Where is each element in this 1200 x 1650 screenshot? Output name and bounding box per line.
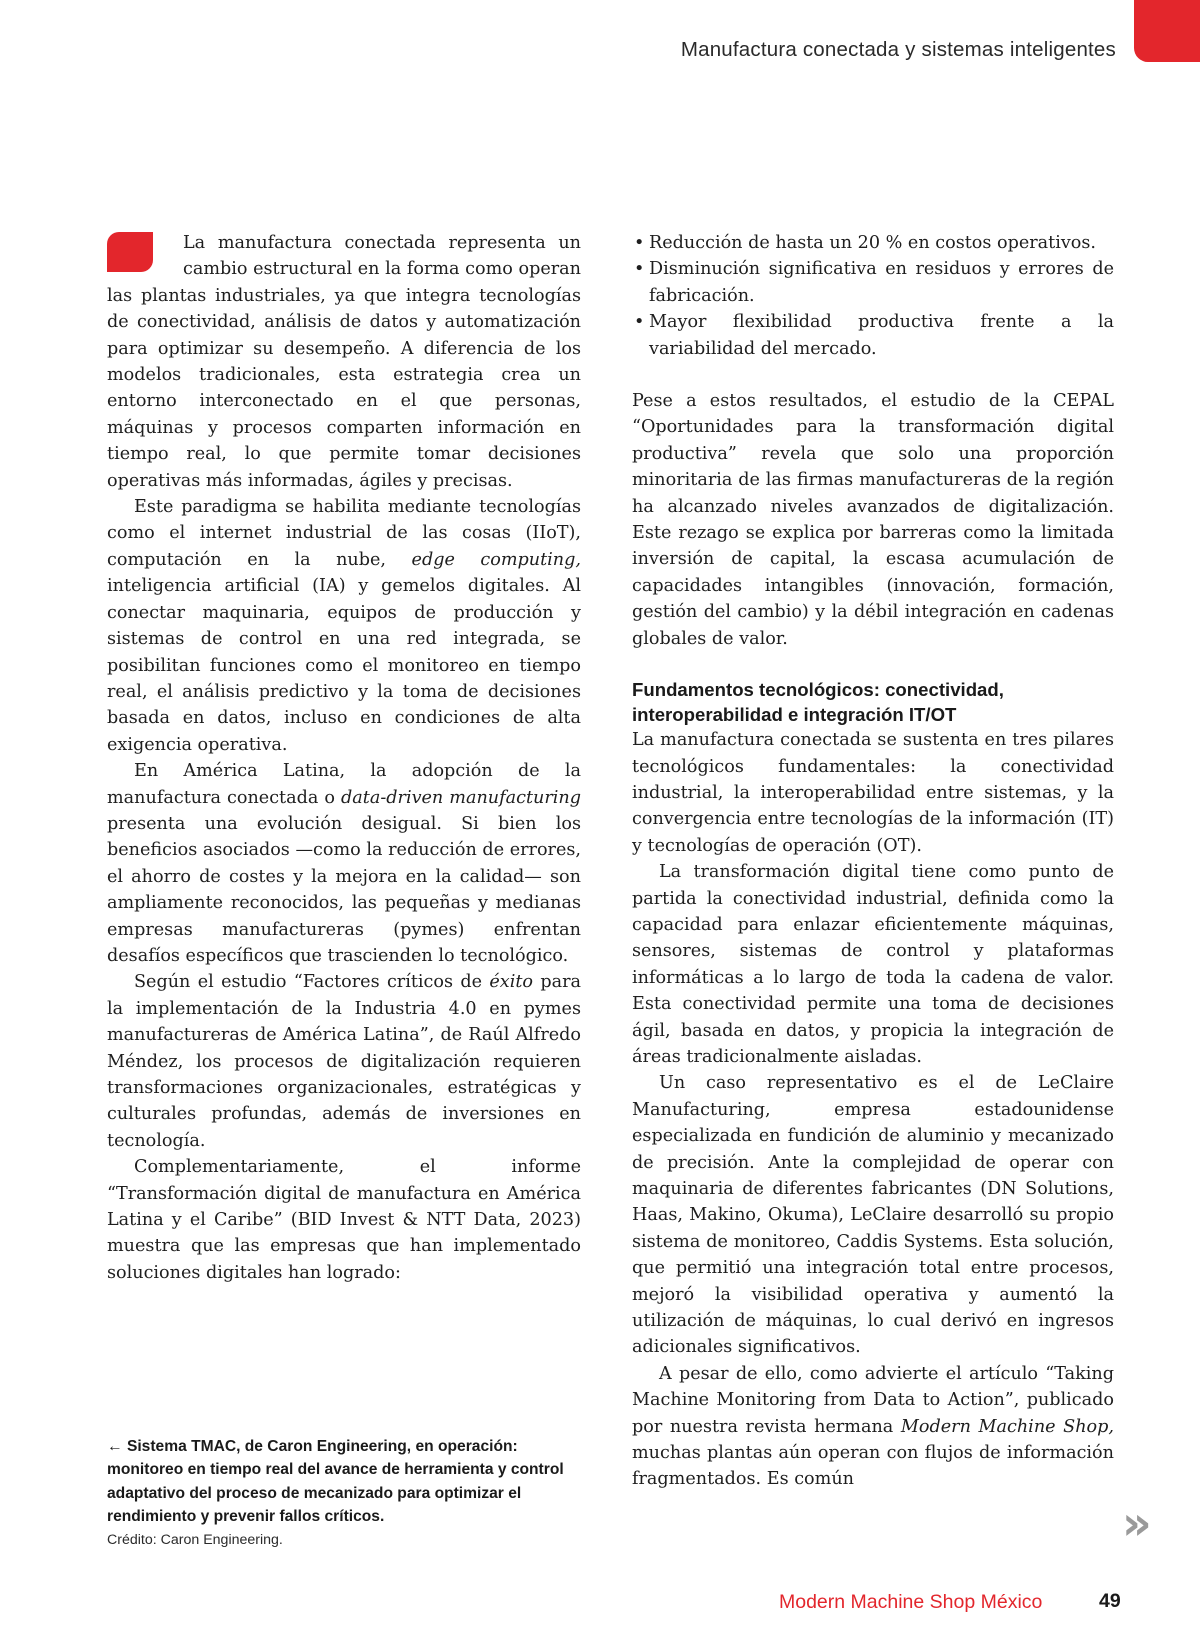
paragraph-text: presenta una evolución desigual. Si bien los beneficios asociados —como la reducción de errores, el ahorro de costes y la mejora en la calidad— son ampliamente reconocidos, las pequeñas y medianas empresas manufactureras (pymes) enfrentan desafíos específicos que trascienden lo tecnológico. [107, 813, 581, 966]
list-item-text: Mayor flexibilidad productiva frente a la variabilidad del mercado. [649, 312, 1114, 359]
paragraph-text: para la implementación de la Industria 4.0 en pymes manufactureras de América Latina”, de Raúl Alfredo Méndez, los procesos de digitalización requieren transformaciones organizacionales, estratégicas y culturales profundas, además de inversiones en tecnología. [107, 972, 581, 1151]
spacer [632, 362, 1114, 388]
list-item [632, 309, 1114, 362]
results-list [632, 230, 1114, 362]
paragraph-italic: Modern Machine Shop, [900, 1416, 1114, 1437]
caption-main: Sistema TMAC, de Caron Engineering, en operación: monitoreo en tiempo real del avance de herramienta y control adaptativo del proceso de mecanizado para optimizar el rendimiento y prevenir fallos críticos. [107, 1438, 564, 1526]
running-header: Manufactura conectada y sistemas inteligentes [680, 38, 1116, 61]
intro-paragraph: La manufactura conectada representa un cambio estructural en la forma como operan las plantas industriales, ya que integra tecnologías de conectividad, análisis de datos y automatización para optimizar su desempeño. A diferencia de los modelos tradicionales, esta estrategia crea un entorno interconectado en el que personas, máquinas y procesos comparten información en tiempo real, lo que permite tomar decisiones operativas más informadas, ágiles y precisas. [107, 233, 581, 491]
bullet-icon: • [634, 259, 645, 280]
paragraph-italic: éxito [489, 972, 533, 993]
bullet-icon: • [634, 312, 645, 333]
image-caption [107, 1435, 577, 1552]
list-item [632, 230, 1114, 256]
paragraph-study [107, 969, 581, 1154]
paragraph-pillars: La manufactura conectada se sustenta en tres pilares tecnológicos fundamentales: la conectividad industrial, la interoperabilidad entre sistemas, y la convergencia entre tecnologías de la información (IT) y tecnologías de operación (OT). [632, 730, 1114, 856]
paragraph-technologies [107, 494, 581, 758]
list-item [632, 256, 1114, 309]
spacer [632, 652, 1114, 678]
paragraph-cepal: Pese a estos resultados, el estudio de la CEPAL “Oportunidades para la transformación digital productiva” revela que solo una proporción minoritaria de las firmas manufactureras de la región ha alcanzado niveles avanzados de digitalización. Este rezago se explica por barreras como la limitada inversión de capital, la escasa acumulación de capacidades intangibles (innovación, formación, gestión del cambio) y la débil integración en cadenas globales de valor. [632, 391, 1114, 649]
paragraph-connectivity: La transformación digital tiene como punto de partida la conectividad industrial, definida como la capacidad para enlazar eficientemente máquinas, sensores, sistemas de control y plataformas informáticas a lo largo de toda la cadena de valor. Esta conectividad permite una toma de decisiones ágil, basada en datos, y propicia la integración de áreas tradicionalmente aisladas. [632, 862, 1114, 1067]
right-column [632, 230, 1114, 1493]
corner-tab [1134, 0, 1200, 62]
paragraph-leclaire: Un caso representativo es el de LeClaire Manufacturing, empresa estadounidense especializada en fundición de aluminio y mecanizado de precisión. Ante la complejidad de operar con maquinaria de diferentes fabricantes (DN Solutions, Haas, Makino, Okuma), LeClaire desarrolló su propio sistema de monitoreo, Caddis Systems. Esta solución, que permitió una integración total entre procesos, mejoró la visibilidad operativa y aumentó la utilización de máquinas, lo cual derivó en ingresos adicionales significativos. [632, 1073, 1114, 1358]
paragraph-text: muchas plantas aún operan con flujos de información fragmentados. Es común [632, 1443, 1114, 1490]
paragraph-text: En América Latina, la adopción de la manufactura conectada o [107, 761, 581, 808]
section-heading: Fundamentos tecnológicos: conectividad, interoperabilidad e integración IT/OT [632, 679, 1004, 725]
bullet-icon: • [634, 233, 645, 253]
paragraph-text: A pesar de ello, como advierte el artículo “Taking Machine Monitoring from Data to Action”, publicado por nuestra revista hermana [632, 1363, 1114, 1437]
paragraph-text: Este paradigma se habilita mediante tecnologías como el internet industrial de las cosas (IIoT), computación en la nube, [107, 497, 581, 570]
continue-arrow-icon: » [1122, 1496, 1152, 1550]
drop-cap-marker [107, 232, 153, 272]
paragraph-report: Complementariamente, el informe “Transformación digital de manufactura en América Latina y el Caribe” (BID Invest & NTT Data, 2023) muestra que las empresas que han implementado soluciones digitales han logrado: [107, 1157, 581, 1283]
list-item-text: Disminución significativa en residuos y errores de fabricación. [649, 259, 1114, 306]
left-arrow-icon: ← [107, 1438, 123, 1455]
paragraph-text: Según el estudio “Factores críticos de [134, 972, 490, 993]
page-number: 49 [1099, 1590, 1121, 1612]
footer-publication: Modern Machine Shop México [779, 1591, 1043, 1613]
paragraph-text: inteligencia artificial (IA) y gemelos digitales. Al conectar maquinaria, equipos de producción y sistemas de control en una red integrada, se posibilitan funciones como el monitoreo en tiempo real, el análisis predictivo y la toma de decisiones basada en datos, incluso en condiciones de alta exigencia operativa. [107, 576, 581, 755]
paragraph-italic: data-driven manufacturing [341, 787, 581, 808]
left-column [107, 230, 581, 1286]
paragraph-italic: edge computing, [411, 549, 581, 570]
paragraph-latin-america [107, 758, 581, 969]
paragraph-mms [632, 1361, 1114, 1493]
caption-text [107, 1435, 577, 1529]
list-item-text: Reducción de hasta un 20 % en costos operativos. [649, 233, 1097, 253]
caption-credit: Crédito: Caron Engineering. [107, 1531, 283, 1548]
